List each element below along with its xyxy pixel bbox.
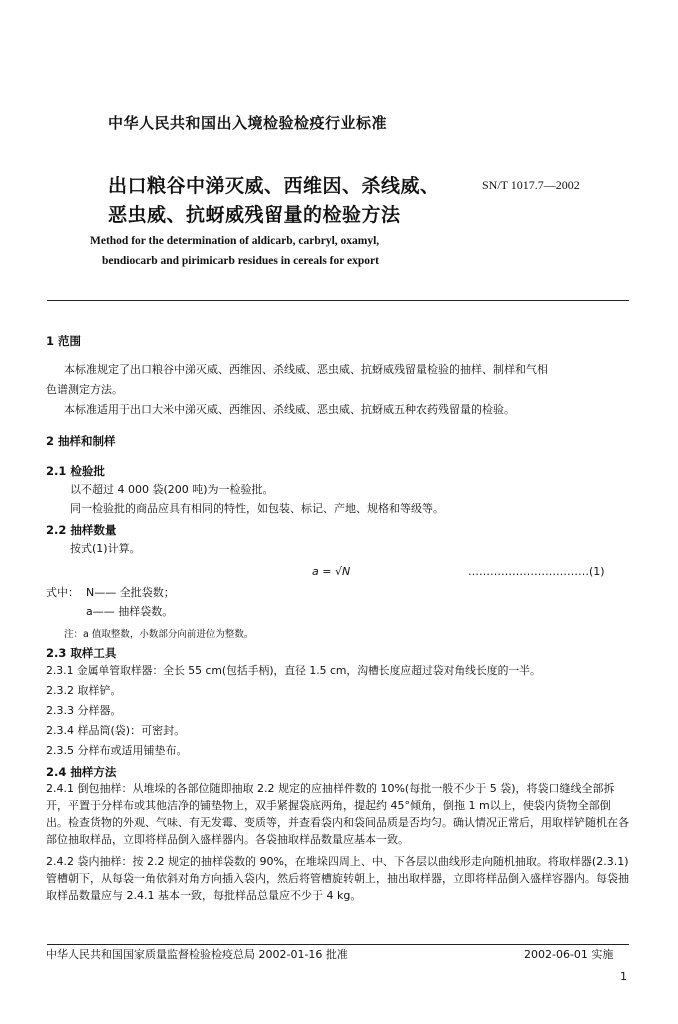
tool-2-3-2: 2.3.2 取样铲。 <box>46 684 122 697</box>
formula-note: 注：a 值取整数，小数部分向前进位为整数。 <box>64 629 254 640</box>
tool-2-3-5: 2.3.5 分样布或适用铺垫布。 <box>46 744 188 757</box>
where-a: a—— 抽样袋数。 <box>86 605 174 618</box>
approval-line: 中华人民共和国国家质量监督检验检疫总局 2002-01-16 批准 <box>46 948 348 961</box>
section-2-4-heading: 2.4 抽样方法 <box>46 765 117 779</box>
header-divider <box>47 300 629 301</box>
section-2-heading: 2 抽样和制样 <box>46 434 116 448</box>
english-title-line2: bendiocarb and pirimicarb residues in cereals for export <box>102 255 379 267</box>
batch-paragraph-2: 同一检验批的商品应具有相同的特性，如包装、标记、产地、规格和等级等。 <box>70 502 444 515</box>
page-number: 1 <box>620 970 627 983</box>
where-label: 式中： <box>46 586 79 599</box>
section-2-1-heading: 2.1 检验批 <box>46 464 105 478</box>
document-title-line1: 出口粮谷中涕灭威、西维因、杀线威、 <box>108 175 440 197</box>
method-2-4-2: 2.4.2 袋内抽样：按 2.2 规定的抽样袋数的 90%，在堆垛四周上、中、下各层以曲线形走向随机抽取。将取样器(2.3.1)管槽朝下，从每袋一角依斜对角方向插入袋内，然后将管槽旋转朝上，抽出取样器，立即将样品倒入盛样容器内。每袋抽取样品数量应与 2.4.1 基本一致，每批样品总量应不少于 4 kg。 <box>46 855 629 902</box>
formula: a = √N <box>312 565 351 578</box>
scope-paragraph-1a: 本标准规定了出口粮谷中涕灭威、西维因、杀线威、恶虫威、抗蚜威残留量检验的抽样、制样和气相 <box>64 363 548 376</box>
standard-code: SN/T 1017.7—2002 <box>482 178 580 192</box>
section-2-2-heading: 2.2 抽样数量 <box>46 523 117 537</box>
section-1-heading: 1 范围 <box>46 334 82 348</box>
issuing-organization: 中华人民共和国出入境检验检疫行业标准 <box>108 114 388 132</box>
section-2-3-heading: 2.3 取样工具 <box>46 646 117 660</box>
tool-2-3-3: 2.3.3 分样器。 <box>46 704 122 717</box>
tool-2-3-4: 2.3.4 样品筒(袋)：可密封。 <box>46 724 186 737</box>
footer-divider <box>47 944 629 945</box>
scope-paragraph-1b: 色谱测定方法。 <box>46 383 123 396</box>
formula-number: ……………………………(1) <box>468 565 605 578</box>
sampling-quantity-paragraph: 按式(1)计算。 <box>70 542 141 555</box>
tool-2-3-1: 2.3.1 金属单管取样器：全长 55 cm(包括手柄)，直径 1.5 cm，沟槽长度应超过袋对角线长度的一半。 <box>46 664 541 677</box>
method-2-4-1: 2.4.1 倒包抽样：从堆垛的各部位随即抽取 2.2 规定的应抽样件数的 10%(每批一般不少于 5 袋)，将袋口缝线全部拆开，平置于分样布或其他洁净的铺垫物上，双手紧握袋底两角，提起约 45°倾角，倒拖 1 m以上，使袋内货物全部倒出。检查货物的外观、气味、有无发霉、变质等，并查看袋内和袋间品质是否均匀。确认情况正常后，用取样铲随机在各部位抽取样品，立即将样品倒入盛样器内。各袋抽取样品数量应基本一致。 <box>46 782 629 846</box>
document-title-line2: 恶虫威、抗蚜威残留量的检验方法 <box>108 204 401 226</box>
scope-paragraph-2: 本标准适用于出口大米中涕灭威、西维因、杀线威、恶虫威、抗蚜威五种农药残留量的检验。 <box>64 403 515 416</box>
batch-paragraph-1: 以不超过 4 000 袋(200 吨)为一检验批。 <box>70 483 274 496</box>
where-N: N—— 全批袋数； <box>86 586 175 599</box>
implementation-date: 2002-06-01 实施 <box>524 948 614 961</box>
english-title-line1: Method for the determination of aldicarb, carbryl, oxamyl, <box>90 235 380 247</box>
